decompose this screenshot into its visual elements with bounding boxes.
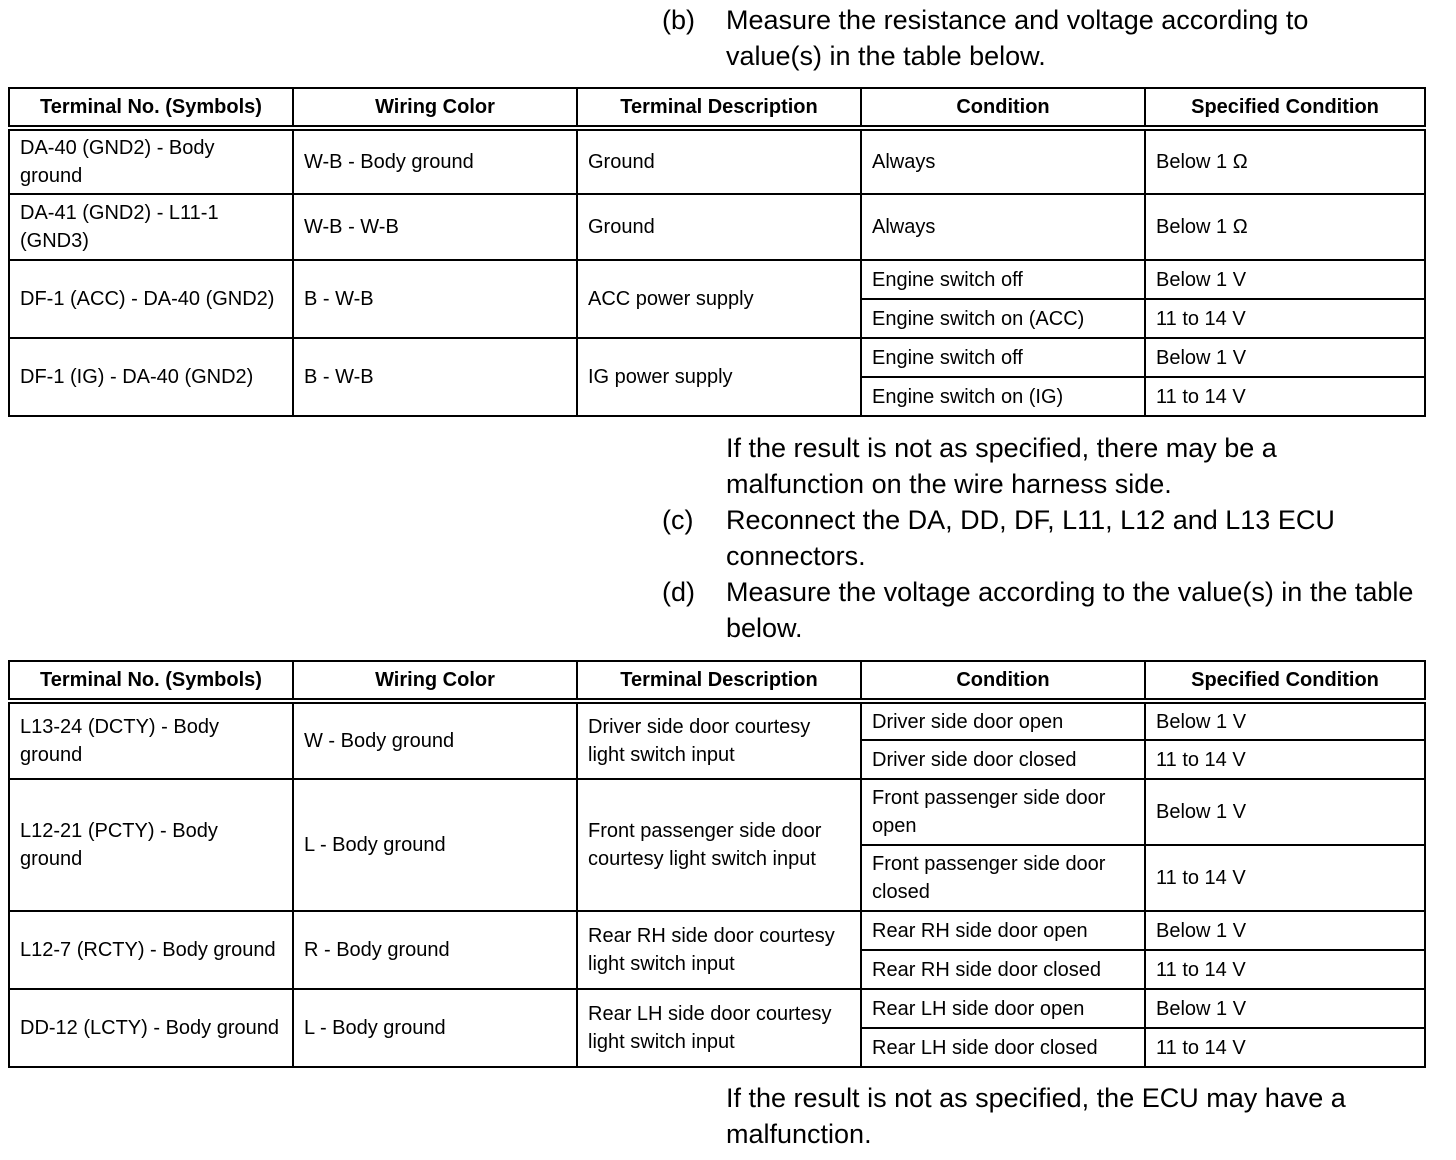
specified-condition-cell: Below 1 V <box>1145 779 1425 845</box>
wiring-color-cell: R - Body ground <box>293 911 577 989</box>
specified-condition-cell: Below 1 Ω <box>1145 128 1425 194</box>
note-ecu-malfunction: If the result is not as specified, the ECU may have a malfunction. <box>726 1083 1346 1149</box>
step-d-text: Measure the voltage according to the value(s) in the table below. <box>726 577 1414 643</box>
resistance-voltage-table <box>8 87 1426 417</box>
step-b-label: (b) <box>662 5 695 35</box>
wiring-color-cell: W-B - W-B <box>293 194 577 260</box>
condition-cell: Front passenger side door closed <box>861 845 1145 911</box>
wiring-color-cell: B - W-B <box>293 338 577 416</box>
terminal-description-cell: Rear RH side door courtesy light switch input <box>577 911 861 989</box>
terminal-description-cell: Rear LH side door courtesy light switch input <box>577 989 861 1067</box>
specified-condition-cell: 11 to 14 V <box>1145 740 1425 779</box>
terminal-cell: DF-1 (ACC) - DA-40 (GND2) <box>9 260 293 338</box>
specified-condition-cell: Below 1 V <box>1145 701 1425 740</box>
note-wire-harness: If the result is not as specified, there may be a malfunction on the wire harness side. <box>726 433 1277 499</box>
table-row <box>9 128 1425 194</box>
terminal-cell: L12-7 (RCTY) - Body ground <box>9 911 293 989</box>
terminal-cell: L12-21 (PCTY) - Body ground <box>9 779 293 911</box>
terminal-description-cell: Driver side door courtesy light switch input <box>577 701 861 779</box>
terminal-cell: DD-12 (LCTY) - Body ground <box>9 989 293 1067</box>
specified-condition-cell: 11 to 14 V <box>1145 845 1425 911</box>
specified-condition-cell: Below 1 Ω <box>1145 194 1425 260</box>
specified-condition-cell: 11 to 14 V <box>1145 1028 1425 1067</box>
header-specified-condition: Specified Condition <box>1145 661 1425 701</box>
table-row <box>9 260 1425 299</box>
condition-cell: Always <box>861 194 1145 260</box>
terminal-cell: L13-24 (DCTY) - Body ground <box>9 701 293 779</box>
header-terminal: Terminal No. (Symbols) <box>9 661 293 701</box>
header-terminal: Terminal No. (Symbols) <box>9 88 293 128</box>
terminal-description-cell: ACC power supply <box>577 260 861 338</box>
condition-cell: Always <box>861 128 1145 194</box>
terminal-description-cell: Ground <box>577 194 861 260</box>
wiring-color-cell: L - Body ground <box>293 989 577 1067</box>
header-condition: Condition <box>861 661 1145 701</box>
header-specified-condition: Specified Condition <box>1145 88 1425 128</box>
terminal-description-cell: Ground <box>577 128 861 194</box>
terminal-cell: DA-41 (GND2) - L11-1 (GND3) <box>9 194 293 260</box>
header-wiring-color: Wiring Color <box>293 661 577 701</box>
step-d-label: (d) <box>662 577 695 607</box>
terminal-description-cell: Front passenger side door courtesy light switch input <box>577 779 861 911</box>
table-header-row <box>9 661 1425 701</box>
door-courtesy-voltage-table <box>8 660 1426 1068</box>
specified-condition-cell: 11 to 14 V <box>1145 377 1425 416</box>
condition-cell: Rear RH side door closed <box>861 950 1145 989</box>
specified-condition-cell: Below 1 V <box>1145 338 1425 377</box>
condition-cell: Driver side door closed <box>861 740 1145 779</box>
table-row <box>9 989 1425 1028</box>
wiring-color-cell: B - W-B <box>293 260 577 338</box>
terminal-description-cell: IG power supply <box>577 338 861 416</box>
header-wiring-color: Wiring Color <box>293 88 577 128</box>
specified-condition-cell: Below 1 V <box>1145 260 1425 299</box>
terminal-cell: DF-1 (IG) - DA-40 (GND2) <box>9 338 293 416</box>
condition-cell: Engine switch on (IG) <box>861 377 1145 416</box>
header-condition: Condition <box>861 88 1145 128</box>
table-header-row <box>9 88 1425 128</box>
wiring-color-cell: W - Body ground <box>293 701 577 779</box>
condition-cell: Rear LH side door closed <box>861 1028 1145 1067</box>
condition-cell: Front passenger side door open <box>861 779 1145 845</box>
header-terminal-description: Terminal Description <box>577 661 861 701</box>
wiring-color-cell: L - Body ground <box>293 779 577 911</box>
table-row <box>9 779 1425 845</box>
specified-condition-cell: Below 1 V <box>1145 989 1425 1028</box>
condition-cell: Engine switch off <box>861 338 1145 377</box>
table-row <box>9 194 1425 260</box>
specified-condition-cell: Below 1 V <box>1145 911 1425 950</box>
wiring-color-cell: W-B - Body ground <box>293 128 577 194</box>
table-row <box>9 338 1425 377</box>
step-c-text: Reconnect the DA, DD, DF, L11, L12 and L13 ECU connectors. <box>726 505 1335 571</box>
condition-cell: Engine switch off <box>861 260 1145 299</box>
condition-cell: Rear RH side door open <box>861 911 1145 950</box>
step-b-text: Measure the resistance and voltage according to value(s) in the table below. <box>726 5 1309 71</box>
terminal-cell: DA-40 (GND2) - Body ground <box>9 128 293 194</box>
specified-condition-cell: 11 to 14 V <box>1145 950 1425 989</box>
condition-cell: Rear LH side door open <box>861 989 1145 1028</box>
condition-cell: Engine switch on (ACC) <box>861 299 1145 338</box>
step-c-label: (c) <box>662 505 694 535</box>
table-row <box>9 911 1425 950</box>
specified-condition-cell: 11 to 14 V <box>1145 299 1425 338</box>
header-terminal-description: Terminal Description <box>577 88 861 128</box>
condition-cell: Driver side door open <box>861 701 1145 740</box>
table-row <box>9 701 1425 740</box>
